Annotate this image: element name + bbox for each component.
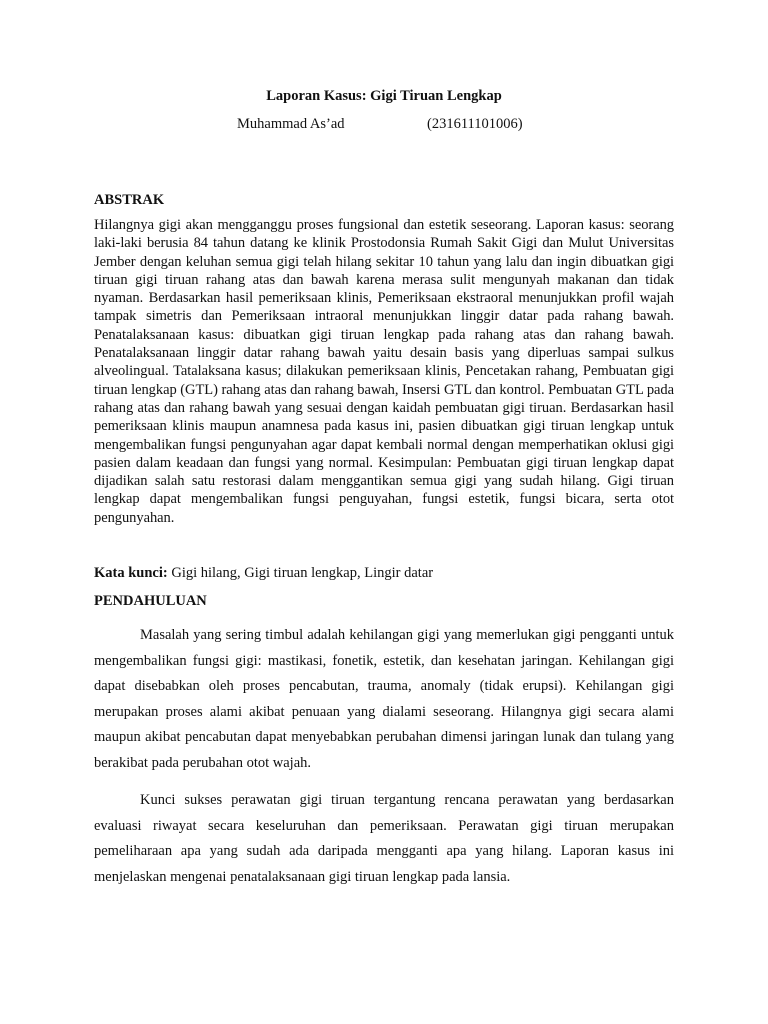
- author-name: Muhammad As’ad: [237, 116, 345, 132]
- introduction-heading: PENDAHULUAN: [94, 593, 207, 610]
- introduction-paragraph: Masalah yang sering timbul adalah kehilangan gigi yang memerlukan gigi pengganti untuk mengembalikan fungsi gigi: mastikasi, fonetik, estetik, dan kesehatan jaringan. Kehilangan gigi dapat disebabkan oleh proses pencabutan, trauma, anomaly (tidak erupsi). Kehilangan gigi merupakan proses alami akibat penuaan yang dialami seseorang. Hilangnya gigi secara alami maupun akibat pencabutan dapat menyebabkan perubahan dimensi jaringan lunak dan tulang yang berakibat pada perubahan otot wajah.: [94, 627, 674, 771]
- document-page: [94, 86, 674, 890]
- author-student-id: (231611101006): [427, 116, 523, 132]
- document-title: Laporan Kasus: Gigi Tiruan Lengkap: [266, 88, 502, 104]
- introduction-paragraph: Kunci sukses perawatan gigi tiruan tergantung rencana perawatan yang berdasarkan evaluasi riwayat secara keseluruhan dan pemeriksaan. Perawatan gigi tiruan merupakan pemeliharaan apa yang sudah ada daripada mengganti apa yang hilang. Laporan kasus ini menjelaskan mengenai penatalaksanaan gigi tiruan lengkap pada lansia.: [94, 792, 674, 885]
- keywords-value: Gigi hilang, Gigi tiruan lengkap, Lingir datar: [167, 565, 434, 582]
- abstract-body: Hilangnya gigi akan mengganggu proses fungsional dan estetik seseorang. Laporan kasus: seorang laki-laki berusia 84 tahun datang ke klinik Prostodonsia Rumah Sakit Gigi dan Mulut Universitas Jember dengan keluhan semua gigi telah hilang sekitar 10 tahun yang lalu dan ingin dibuatkan gigi tiruan gigi tiruan rahang atas dan bawah karena merasa sulit mengunyah makanan dan tidak nyaman. Berdasarkan hasil pemeriksaan klinis, Pemeriksaan ekstraoral menunjukkan profil wajah tampak simetris dan Pemeriksaan intraoral menunjukkan linggir datar pada rahang bawah. Penatalaksanaan kasus: dibuatkan gigi tiruan lengkap pada rahang atas dan rahang bawah. Penatalaksanaan linggir datar rahang bawah yaitu desain basis yang diperluas sampai sulkus alveolingual. Tatalaksana kasus; dilakukan pemeriksaan klinis, Pencetakan rahang, Pembuatan gigi tiruan lengkap (GTL) rahang atas dan rahang bawah, Insersi GTL dan kontrol. Pembuatan GTL pada rahang atas dan rahang bawah yang sesuai dengan kaidah pembuatan gigi tiruan. Berdasarkan hasil pemeriksaan klinis maupun anamnesa pada kasus ini, pasien dibuatkan gigi tiruan lengkap untuk mengembalikan fungsi pengunyahan agar dapat kembali normal dengan memperhatikan oklusi gigi pasien dalam keadaan dan fungsi yang normal. Kesimpulan: Pembuatan gigi tiruan lengkap dapat dijadikan salah satu restorasi dalam menggantikan semua gigi yang sudah hilang. Gigi tiruan lengkap dapat mengembalikan fungsi penguyahan, fungsi estetik, fungsi bicara, serta otot pengunyahan.: [94, 217, 674, 526]
- author-line: [94, 114, 674, 134]
- abstract-heading: ABSTRAK: [94, 192, 165, 208]
- keywords-label: Kata kunci:: [94, 565, 168, 582]
- keywords-line: [94, 563, 674, 583]
